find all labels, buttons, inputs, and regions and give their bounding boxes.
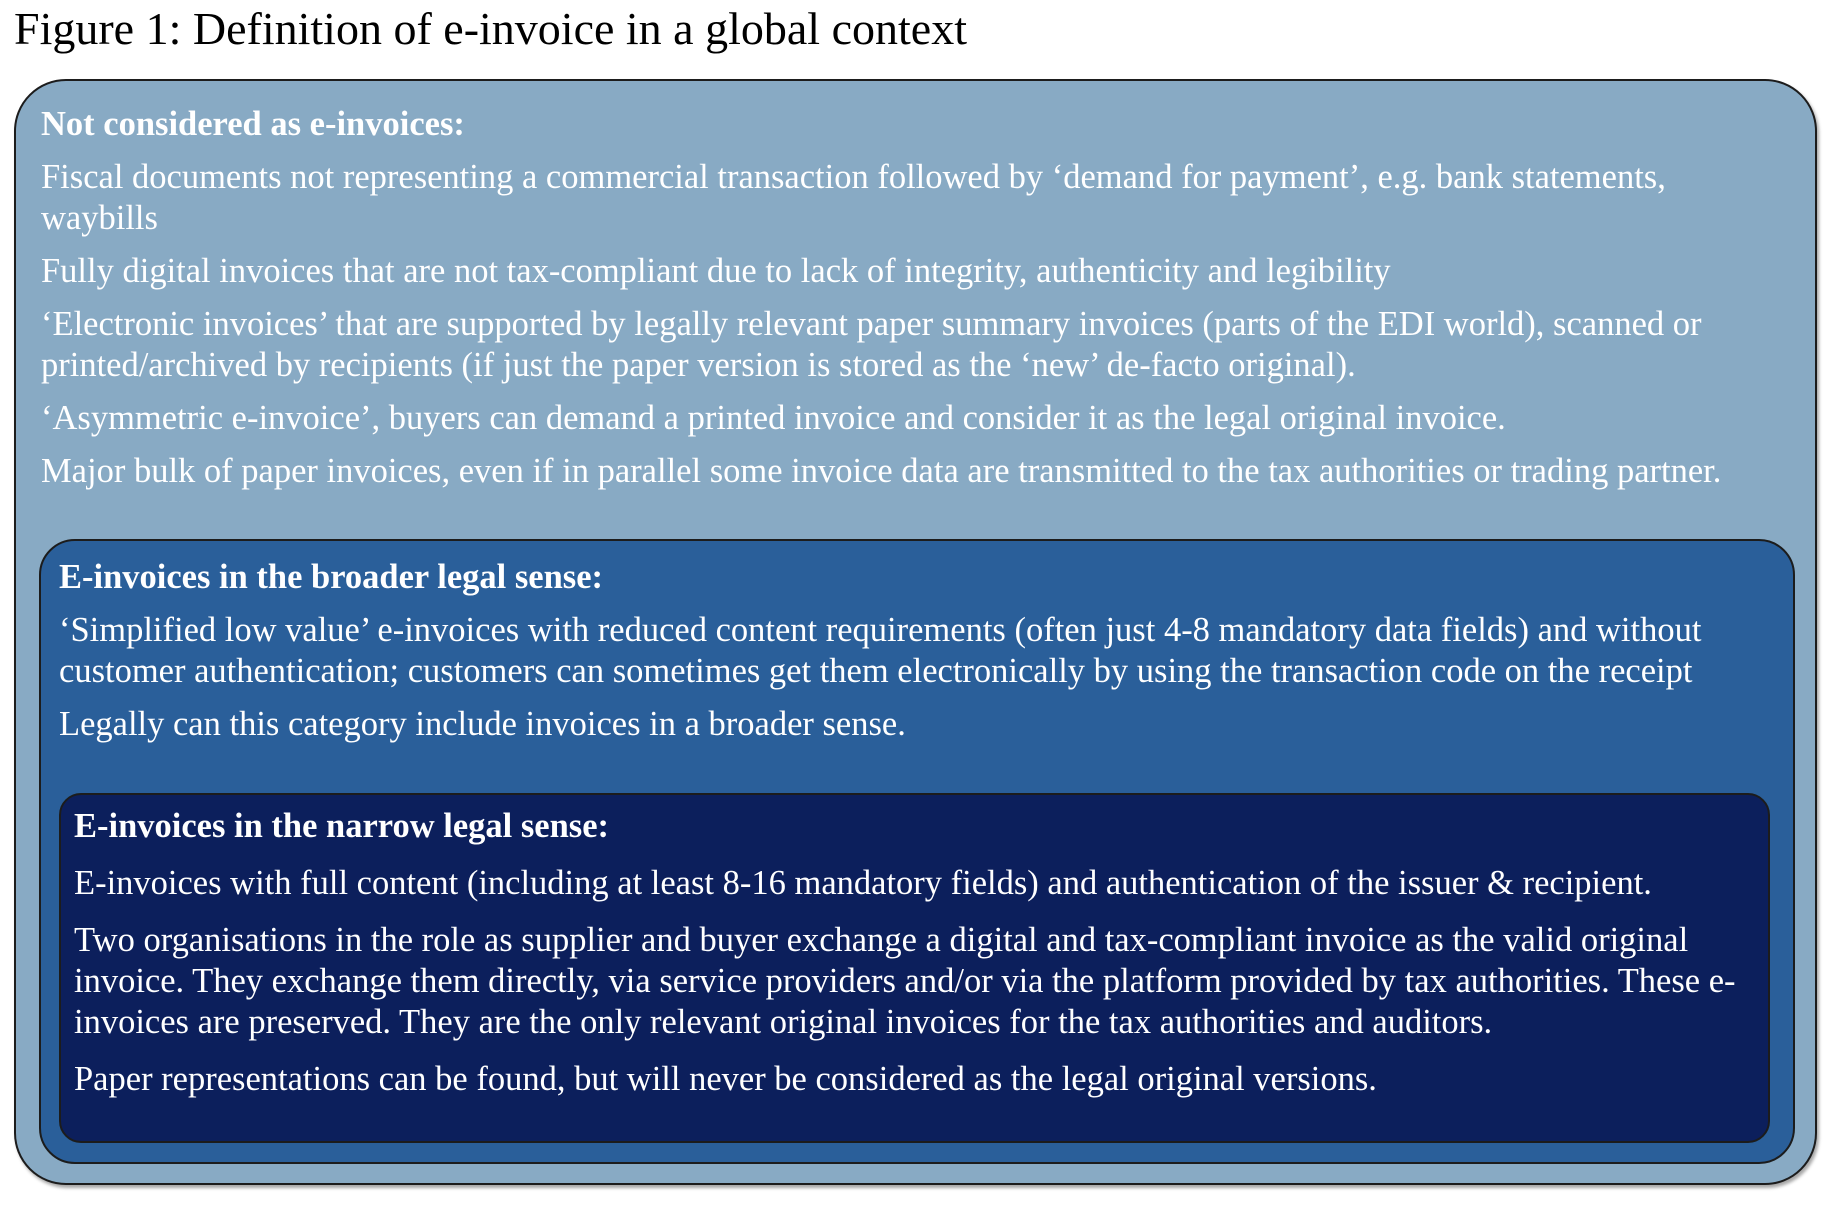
narrow-legal-sense-heading: E-invoices in the narrow legal sense: — [74, 807, 610, 845]
figure-title: Figure 1: Definition of e-invoice in a global context — [14, 3, 967, 54]
not-e-invoices-item-non-compliant-digital: Fully digital invoices that are not tax-compliant due to lack of integrity, authenticity and legibility — [41, 252, 1391, 290]
broader-legal-sense-text — [59, 557, 1759, 745]
narrow-legal-sense-item-paper-representations: Paper representations can be found, but will never be considered as the legal original versions. — [74, 1060, 1377, 1098]
not-e-invoices-item-asymmetric: ‘Asymmetric e-invoice’, buyers can demand a printed invoice and consider it as the legal original invoice. — [41, 399, 1506, 437]
not-e-invoices-item-paper-bulk: Major bulk of paper invoices, even if in parallel some invoice data are transmitted to the tax authorities or trading partner. — [41, 452, 1722, 490]
not-e-invoices-item-fiscal-documents: Fiscal documents not representing a commercial transaction followed by ‘demand for payment’, e.g. bank statements, waybills — [41, 158, 1666, 237]
narrow-legal-sense-item-exchange: Two organisations in the role as supplier and buyer exchange a digital and tax-compliant invoice as the valid original invoice. They exchange them directly, via service providers and/or via the platform provided by tax authorities. These e-invoices are preserved. They are the only relevant original invoices for the tax authorities and auditors. — [74, 921, 1736, 1041]
narrow-legal-sense-text — [74, 806, 1765, 1100]
narrow-legal-sense-item-full-content: E-invoices with full content (including at least 8-16 mandatory fields) and authentication of the issuer & recipient. — [74, 864, 1652, 902]
broader-legal-sense-item-simplified: ‘Simplified low value’ e-invoices with reduced content requirements (often just 4-8 mandatory data fields) and without customer authentication; customers can sometimes get them electronically by using the transaction code on the receipt — [59, 611, 1702, 690]
broader-legal-sense-item-legal-note: Legally can this category include invoices in a broader sense. — [59, 705, 906, 743]
narrow-legal-sense-box — [59, 793, 1770, 1143]
not-e-invoices-box — [14, 79, 1817, 1185]
not-e-invoices-text — [41, 104, 1761, 492]
broader-legal-sense-heading: E-invoices in the broader legal sense: — [59, 558, 603, 596]
not-e-invoices-heading: Not considered as e-invoices: — [41, 105, 465, 143]
broader-legal-sense-box — [39, 539, 1795, 1164]
not-e-invoices-item-paper-backed-electronic: ‘Electronic invoices’ that are supported by legally relevant paper summary invoices (parts of the EDI world), scanned or printed/archived by recipients (if just the paper version is stored as the ‘new’ de-facto original). — [41, 305, 1702, 384]
